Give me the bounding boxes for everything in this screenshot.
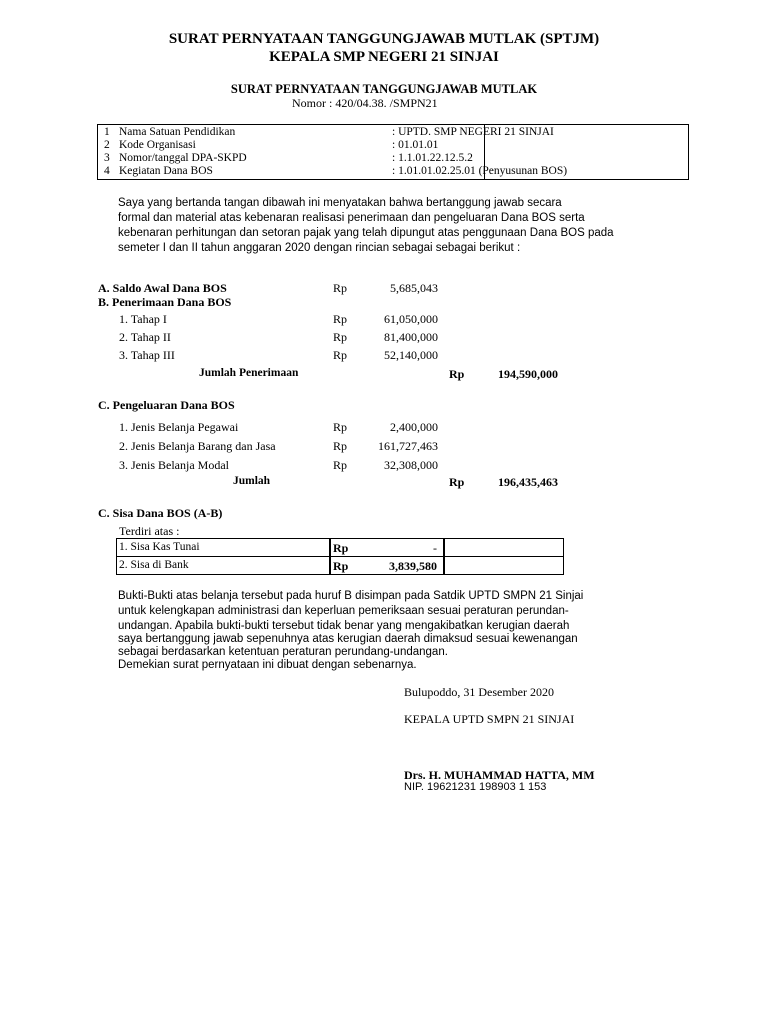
currency-label: Rp [333,281,348,295]
intro-line: Saya yang bertanda tangan dibawah ini menyatakan bahwa bertanggung jawab secara [118,197,562,209]
section-b-label: B. Penerimaan Dana BOS [98,295,232,309]
info-row-label: Kode Organisasi [119,139,196,151]
closing-line: untuk kelengkapan administrasi dan keperluan pemeriksaan sesuai peraturan perundan- [118,605,569,617]
info-row-label: Nama Satuan Pendidikan [119,126,236,138]
info-row-number: 1 [104,126,110,138]
sisa-terdiri-label: Terdiri atas : [119,524,180,538]
income-total-amount: 194,590,000 [498,367,558,381]
info-row [98,126,688,139]
sisa-row-amount: - [433,541,437,555]
expense-item-label: 1. Jenis Belanja Pegawai [119,420,239,434]
currency-label: Rp [333,420,348,434]
amount-value: 161,727,463 [378,439,438,453]
expense-item-label: 2. Jenis Belanja Barang dan Jasa [119,439,276,453]
signature-place-date: Bulupoddo, 31 Desember 2020 [404,685,554,699]
amount-value: 61,050,000 [384,312,438,326]
info-row-value: : 01.01.01 [392,139,439,151]
currency-label: Rp [449,475,465,489]
info-row [98,165,688,178]
sisa-row-amount: 3,839,580 [389,559,437,573]
info-row [98,139,688,152]
section-a-label: A. Saldo Awal Dana BOS [98,281,227,295]
section-sisa-label: C. Sisa Dana BOS (A-B) [98,506,223,520]
sisa-table [116,538,564,575]
signatory-nip: NIP. 19621231 198903 1 153 [404,781,547,793]
info-row-label: Nomor/tanggal DPA-SKPD [119,152,247,164]
intro-line: kebenaran perhitungan dan setoran pajak yang telah dipungut atas penggunaan Dana BOS pada [118,227,614,239]
income-item-label: 3. Tahap III [119,348,175,362]
info-table [97,124,689,180]
currency-label: Rp [333,330,348,344]
closing-line: Bukti-Bukti atas belanja tersebut pada huruf B disimpan pada Satdik UPTD SMPN 21 Sinjai [118,590,584,602]
document-title-line2: KEPALA SMP NEGERI 21 SINJAI [269,49,499,65]
intro-line: formal dan material atas kebenaran realisasi penerimaan dan pengeluaran Dana BOS serta [118,212,585,224]
info-row-number: 4 [104,165,110,177]
closing-line: sebagai berdasarkan ketentuan peraturan perundang-undangan. [118,646,448,658]
currency-label: Rp [333,559,349,573]
signature-position: KEPALA UPTD SMPN 21 SINJAI [404,712,575,726]
expense-item-label: 3. Jenis Belanja Modal [119,458,229,472]
expense-total-label: Jumlah [233,475,271,487]
info-row-number: 2 [104,139,110,151]
amount-value: 2,400,000 [390,420,438,434]
document-number: Nomor : 420/04.38. /SMPN21 [292,96,438,110]
sisa-row-label: 1. Sisa Kas Tunai [119,541,200,553]
info-row-number: 3 [104,152,110,164]
income-item-label: 1. Tahap I [119,312,167,326]
info-row-value: : 1.01.01.02.25.01 (Penyusunan BOS) [392,165,568,177]
amount-value: 32,308,000 [384,458,438,472]
sisa-row-label: 2. Sisa di Bank [119,559,189,571]
closing-line: saya bertanggung jawab sepenuhnya atas kerugian daerah dimaksud sesuai kewenangan [118,633,578,645]
info-row-value: : UPTD. SMP NEGERI 21 SINJAI [392,126,554,138]
sisa-table-col-divider [443,539,445,574]
sisa-table-row-divider [117,556,563,557]
currency-label: Rp [449,367,465,381]
currency-label: Rp [333,439,348,453]
sisa-table-col-divider [329,539,331,574]
signatory-name: Drs. H. MUHAMMAD HATTA, MM [404,768,595,782]
amount-value: 81,400,000 [384,330,438,344]
document-title-line1: SURAT PERNYATAAN TANGGUNGJAWAB MUTLAK (SPTJM) [168,31,600,47]
income-total-label: Jumlah Penerimaan [199,367,299,379]
amount-value: 5,685,043 [390,281,438,295]
closing-line: undangan. Apabila bukti-bukti tersebut tidak benar yang mengakibatkan kerugian daerah [118,620,570,632]
expense-total-amount: 196,435,463 [498,475,558,489]
currency-label: Rp [333,458,348,472]
income-item-label: 2. Tahap II [119,330,171,344]
section-c-label: C. Pengeluaran Dana BOS [98,398,235,412]
currency-label: Rp [333,348,348,362]
amount-value: 52,140,000 [384,348,438,362]
intro-line: semeter I dan II tahun anggaran 2020 dengan rincian sebagai sebagai berikut : [118,242,521,254]
info-row-label: Kegiatan Dana BOS [119,165,213,177]
info-row [98,152,688,165]
document-subtitle: SURAT PERNYATAAN TANGGUNGJAWAB MUTLAK [230,82,538,96]
currency-label: Rp [333,312,348,326]
currency-label: Rp [333,541,349,555]
closing-line: Demekian surat pernyataan ini dibuat dengan sebenarnya. [118,659,417,671]
info-row-value: : 1.1.01.22.12.5.2 [392,152,473,164]
